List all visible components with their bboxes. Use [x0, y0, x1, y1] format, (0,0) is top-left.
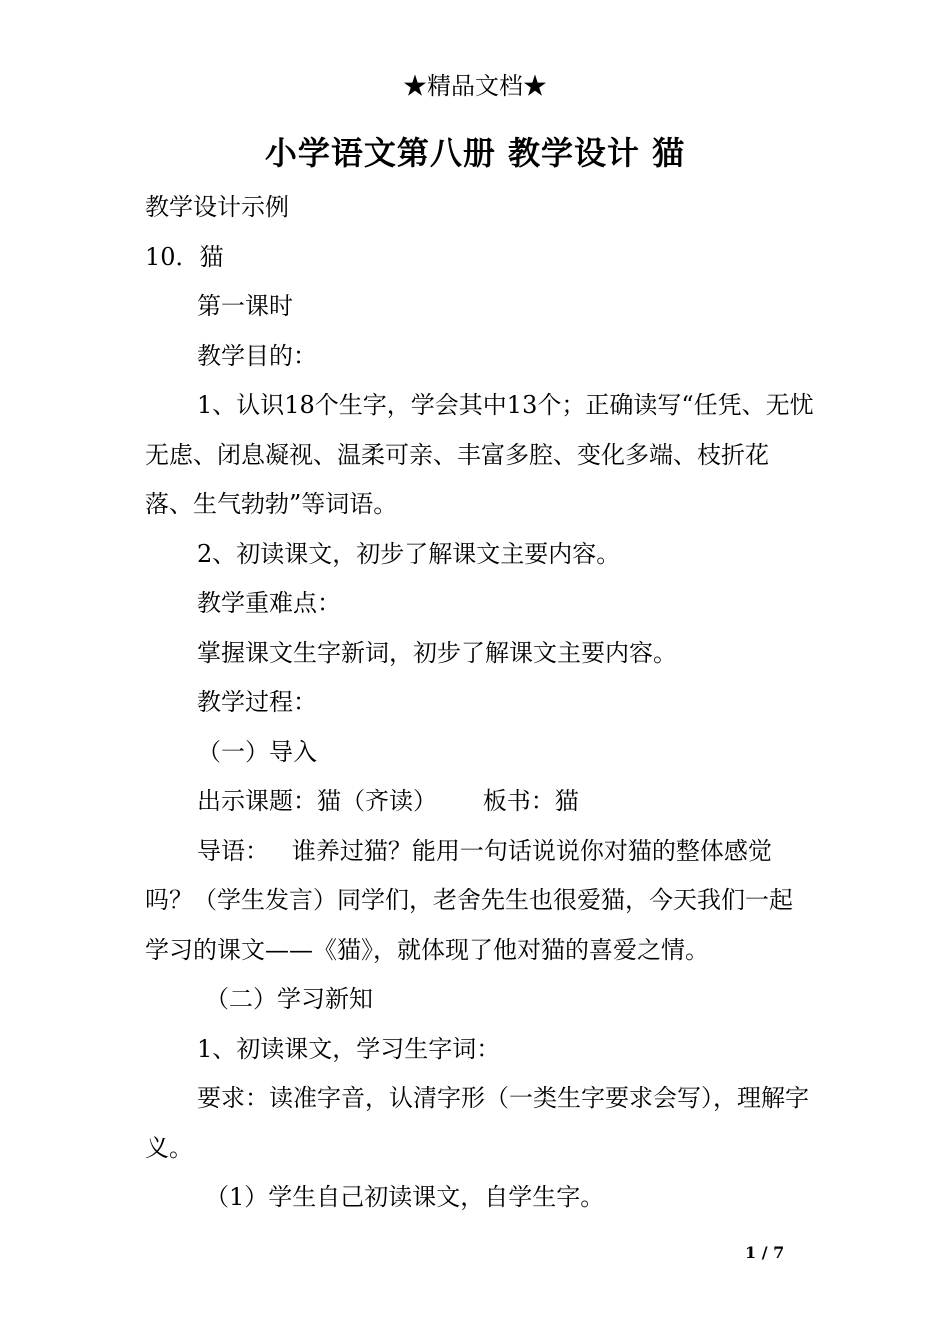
paragraph: 1、初读课文，学习生字词： — [197, 1034, 501, 1063]
paragraph: 掌握课文生字新词，初步了解课文主要内容。 — [197, 638, 677, 667]
paragraph: （1）学生自己初读课文，自学生字。 — [205, 1183, 605, 1211]
paragraph: 要求：读准字音，认清字形（一类生字要求会写），理解字义。 — [145, 1084, 809, 1162]
paragraph: 出示课题：猫（齐读） 板书：猫 — [197, 787, 579, 815]
paragraph: （二）学习新知 — [205, 985, 373, 1013]
paragraph: 1、认识18个生字，学会其中13个；正确读写“任凭、无忧无虑、闭息凝视、温柔可亲、丰富多腔、变化多端、枝折花落、生气勃勃”等词语。 — [145, 391, 814, 518]
page-header: ★精品文档★ — [403, 72, 547, 100]
document-title: 小学语文第八册 教学设计 猫 — [264, 134, 686, 172]
paragraph: 导语： 谁养过猫？能用一句话说说你对猫的整体感觉吗？（学生发言）同学们，老舍先生也很爱猫，今天我们一起学习的课文——《猫》，就体现了他对猫的喜爱之情。 — [145, 836, 793, 964]
paragraph: （一）导入 — [197, 737, 317, 766]
paragraph: 教学目的： — [197, 341, 317, 370]
page-number: 1 / 7 — [745, 1243, 785, 1262]
paragraph: 教学设计示例 — [145, 193, 289, 221]
paragraph: 10．猫 — [145, 242, 224, 271]
document-body — [145, 183, 815, 1223]
paragraph: 教学重难点： — [197, 589, 341, 617]
paragraph: 第一课时 — [197, 292, 293, 320]
paragraph: 教学过程： — [197, 688, 317, 716]
paragraph: 2、初读课文，初步了解课文主要内容。 — [197, 539, 621, 568]
